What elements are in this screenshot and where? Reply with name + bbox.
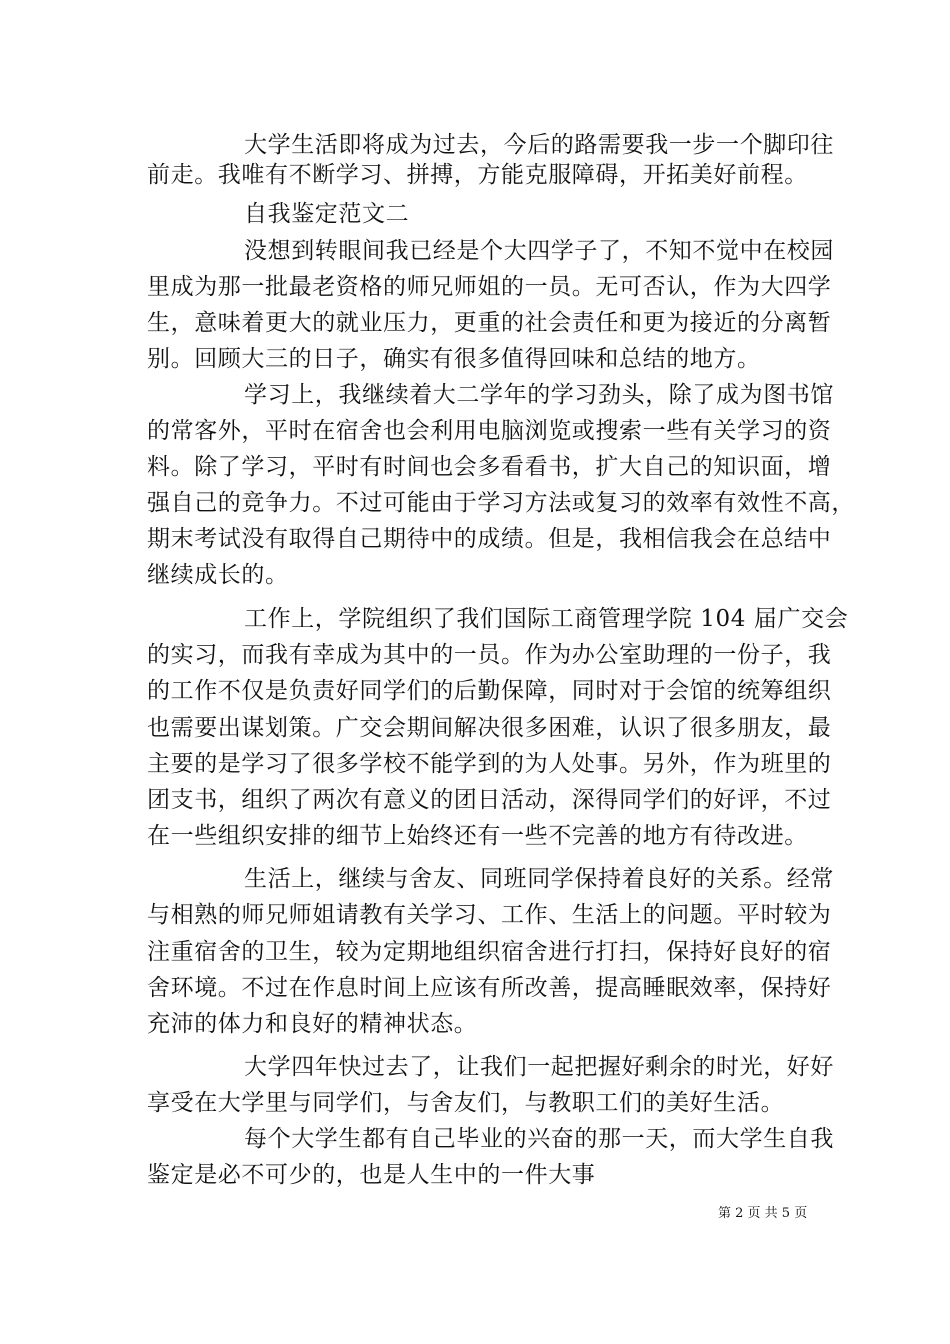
- paragraph-line: 没想到转眼间我已经是个大四学子了，不知不觉中在校园: [244, 238, 834, 264]
- page-number: 第 2 页 共 5 页: [718, 1206, 808, 1221]
- paragraph-line: 每个大学生都有自己毕业的兴奋的那一天，而大学生自我: [244, 1126, 834, 1152]
- paragraph-line: 舍环境。不过在作息时间上应该有所改善，提高睡眠效率，保持好: [147, 975, 832, 1001]
- paragraph-line: 期末考试没有取得自己期待中的成绩。但是，我相信我会在总结中: [147, 526, 832, 552]
- paragraph-line: 学习上，我继续着大二学年的学习劲头，除了成为图书馆: [244, 382, 834, 408]
- paragraph-line: 料。除了学习，平时有时间也会多看看书，扩大自己的知识面，增: [147, 454, 832, 480]
- section-heading: 自我鉴定范文二: [244, 201, 410, 227]
- paragraph-line: 享受在大学里与同学们，与舍友们，与教职工们的美好生活。: [147, 1090, 785, 1116]
- paragraph-line: 工作上，学院组织了我们国际工商管理学院 104 届广交会: [244, 606, 849, 632]
- paragraph-line: 团支书，组织了两次有意义的团日活动，深得同学们的好评，不过: [147, 787, 832, 813]
- paragraph-line: 的工作不仅是负责好同学们的后勤保障，同时对于会馆的统筹组织: [147, 678, 832, 704]
- paragraph-line: 也需要出谋划策。广交会期间解决很多困难，认识了很多朋友，最: [147, 715, 832, 741]
- paragraph-line: 的常客外，平时在宿舍也会利用电脑浏览或搜索一些有关学习的资: [147, 418, 832, 444]
- paragraph-line: 前走。我唯有不断学习、拼搏，方能克服障碍，开拓美好前程。: [147, 162, 808, 188]
- paragraph-line: 大学生活即将成为过去，今后的路需要我一步一个脚印往: [244, 132, 834, 158]
- paragraph-line: 里成为那一批最老资格的师兄师姐的一员。无可否认，作为大四学: [147, 274, 832, 300]
- paragraph-line: 在一些组织安排的细节上始终还有一些不完善的地方有待改进。: [147, 823, 808, 849]
- paragraph-line: 强自己的竞争力。不过可能由于学习方法或复习的效率有效性不高，: [147, 490, 855, 516]
- paragraph-line: 鉴定是必不可少的，也是人生中的一件大事: [147, 1162, 596, 1188]
- paragraph-line: 大学四年快过去了，让我们一起把握好剩余的时光，好好: [244, 1054, 834, 1080]
- paragraph-line: 充沛的体力和良好的精神状态。: [147, 1011, 478, 1037]
- paragraph-line: 与相熟的师兄师姐请教有关学习、工作、生活上的问题。平时较为: [147, 902, 832, 928]
- paragraph-line: 注重宿舍的卫生，较为定期地组织宿舍进行打扫，保持好良好的宿: [147, 939, 832, 965]
- paragraph-line: 的实习，而我有幸成为其中的一员。作为办公室助理的一份子，我: [147, 642, 832, 668]
- paragraph-line: 别。回顾大三的日子，确实有很多值得回味和总结的地方。: [147, 346, 761, 372]
- paragraph-line: 继续成长的。: [147, 562, 289, 588]
- paragraph-line: 主要的是学习了很多学校不能学到的为人处事。另外，作为班里的: [147, 751, 832, 777]
- paragraph-line: 生，意味着更大的就业压力，更重的社会责任和更为接近的分离暂: [147, 310, 832, 336]
- paragraph-line: 生活上，继续与舍友、同班同学保持着良好的关系。经常: [244, 866, 834, 892]
